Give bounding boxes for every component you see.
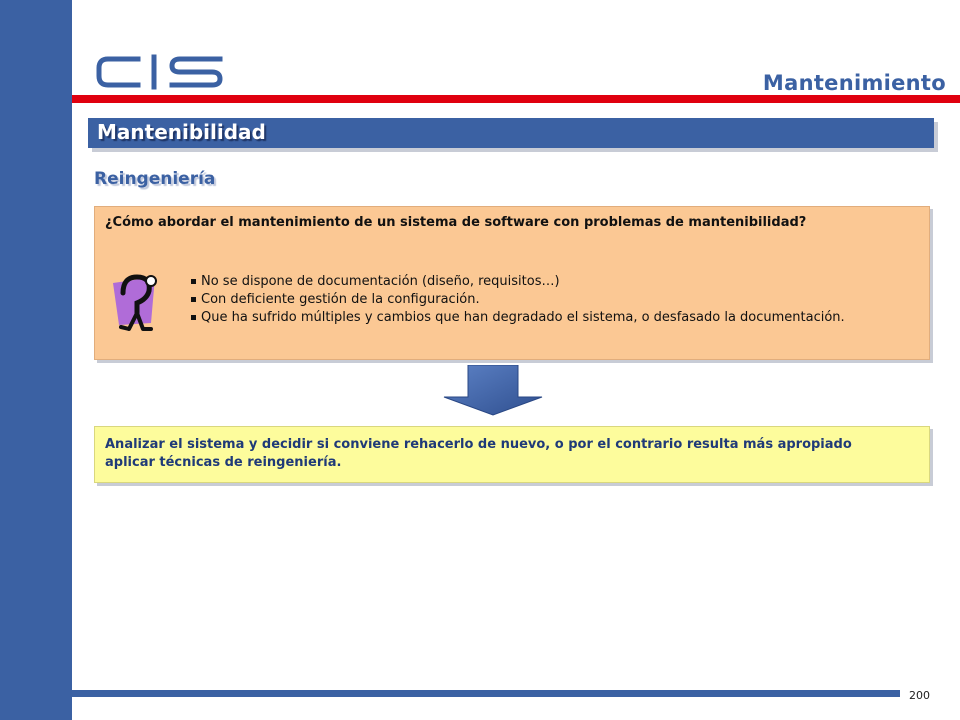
question-mark-figure-icon	[109, 267, 163, 337]
footer-bar	[72, 690, 900, 697]
conclusion-text: Analizar el sistema y decidir si conviene rehacerlo de nuevo, o por el contrario resulta más apropiado aplicar técnicas de reingeniería.	[105, 437, 852, 470]
page-number: 200	[909, 689, 930, 702]
cis-logo	[94, 52, 226, 92]
section-title: Mantenimiento	[762, 71, 946, 95]
slide-title: Mantenibilidad	[97, 120, 266, 144]
list-item: Que ha sufrido múltiples y cambios que han degradado el sistema, o desfasado la documentación.	[191, 309, 891, 327]
down-arrow-icon	[440, 365, 546, 417]
header-divider	[72, 95, 960, 103]
subtitle: Reingeniería	[94, 169, 216, 189]
question-text: ¿Cómo abordar el mantenimiento de un sistema de software con problemas de mantenibilidad?	[105, 215, 807, 230]
left-sidebar-bar	[0, 0, 72, 720]
conclusion-box	[94, 426, 930, 483]
list-item: Con deficiente gestión de la configuración.	[191, 291, 891, 309]
question-box	[94, 206, 930, 360]
bullet-list	[191, 273, 891, 327]
list-item: No se dispone de documentación (diseño, requisitos…)	[191, 273, 891, 291]
title-banner	[88, 118, 934, 148]
